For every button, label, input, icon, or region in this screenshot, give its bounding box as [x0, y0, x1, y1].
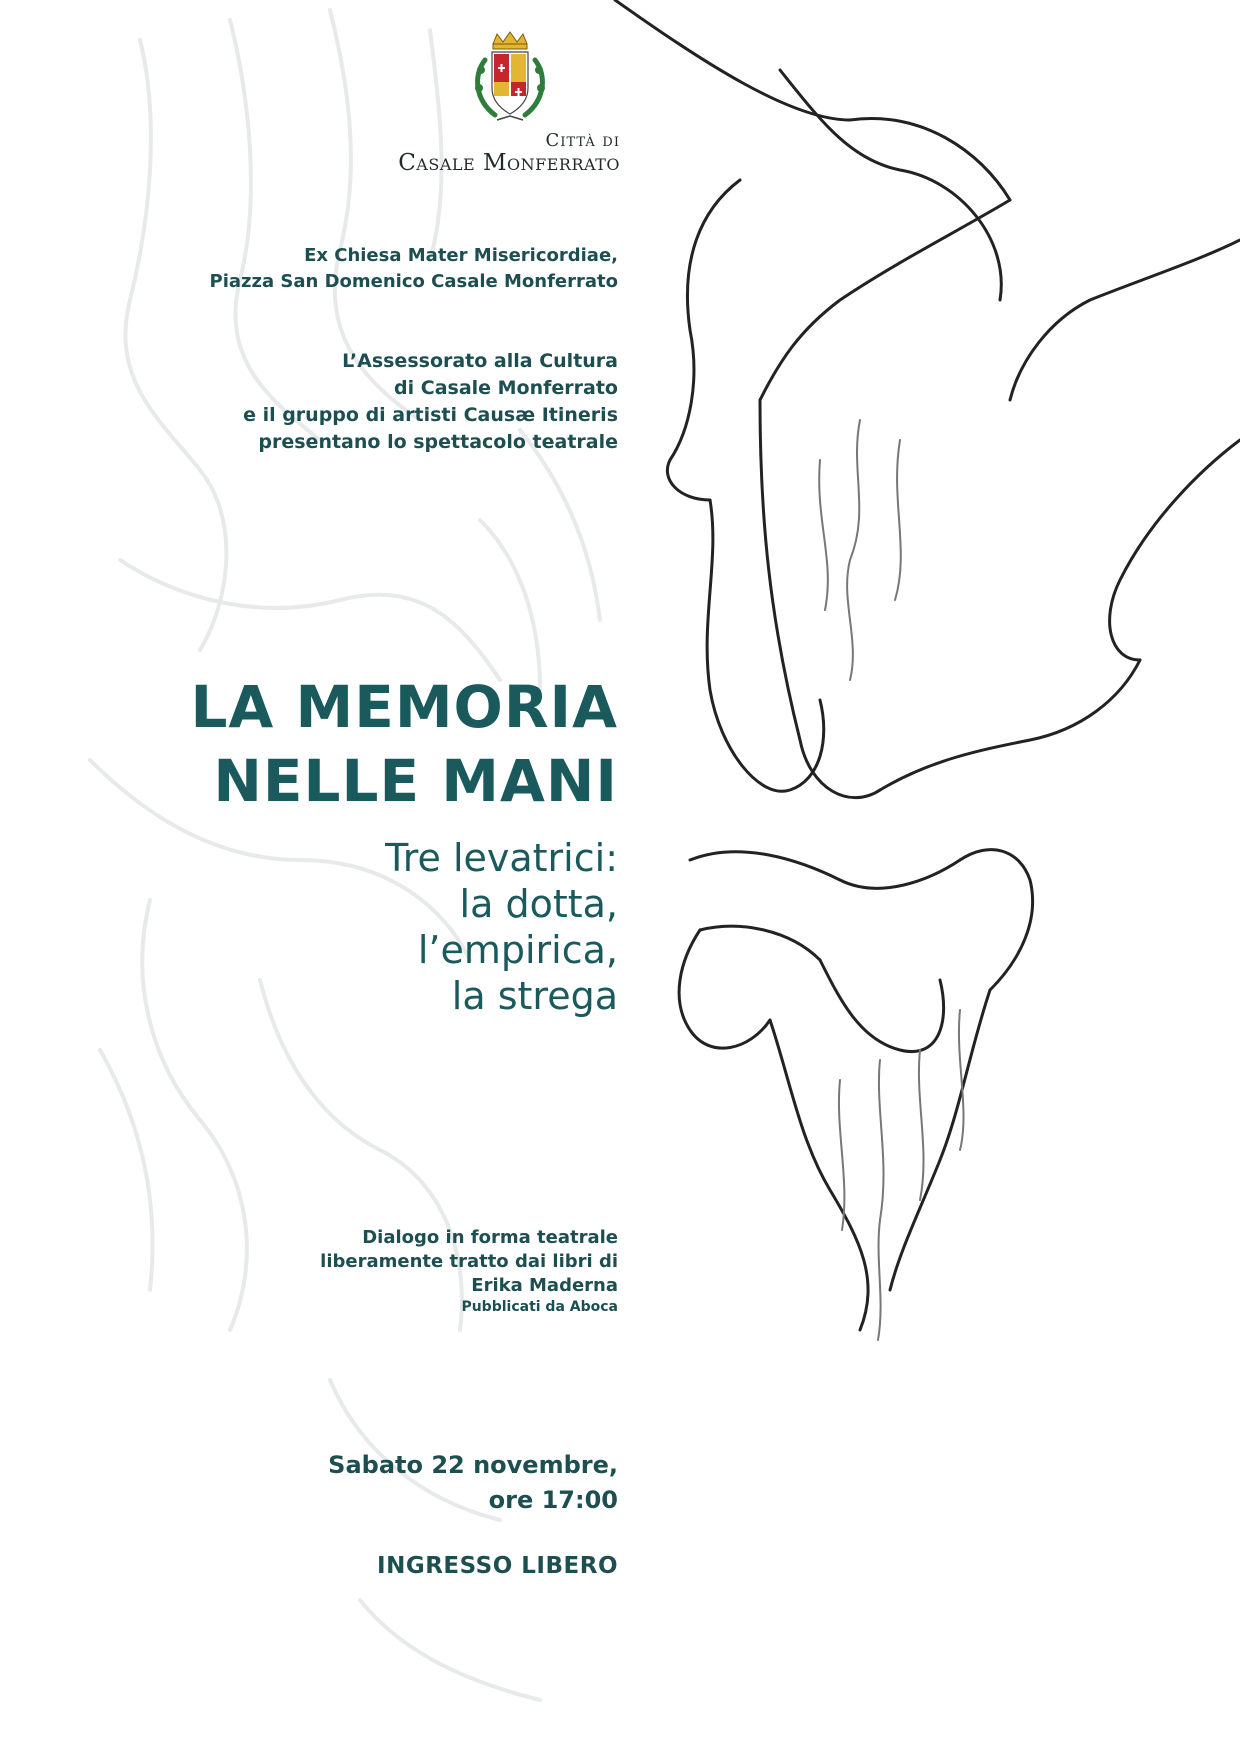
event-date: Sabato 22 novembre, — [328, 1451, 618, 1479]
publisher-note — [461, 1299, 618, 1315]
event-time: ore 17:00 — [488, 1486, 618, 1514]
city-line1: Città di — [545, 130, 620, 151]
subtitle-line4: la strega — [451, 974, 618, 1018]
entry-note — [377, 1553, 618, 1579]
city-label-top — [350, 130, 620, 151]
intro-block — [243, 348, 618, 456]
title-line1: LA MEMORIA — [190, 673, 618, 741]
subtitle-line1: Tre levatrici: — [385, 836, 618, 880]
event-datetime — [328, 1448, 618, 1518]
sketched-hands — [615, 0, 1240, 1330]
venue-line2: Piazza San Domenico Casale Monferrato — [209, 271, 618, 292]
title-line2: NELLE MANI — [213, 747, 618, 815]
subtitle-line2: la dotta, — [459, 882, 618, 926]
intro-line3: e il gruppo di artisti Causæ Itineris — [243, 404, 618, 426]
crest-icon — [455, 30, 565, 130]
venue-block — [210, 243, 619, 295]
show-title — [190, 670, 618, 818]
subtitle-line3: l’empirica, — [417, 928, 618, 972]
credits-line1: Dialogo in forma teatrale — [362, 1227, 618, 1248]
show-subtitle — [385, 835, 618, 1019]
city-label-main — [350, 150, 620, 176]
venue-line1: Ex Chiesa Mater Misericordiae, — [304, 245, 618, 266]
intro-line1: L’Assessorato alla Cultura — [342, 350, 618, 372]
credits-block — [320, 1226, 618, 1298]
city-line2: Casale Monferrato — [398, 150, 620, 176]
credits-line2: liberamente tratto dai libri di — [320, 1251, 618, 1272]
publisher-line: Pubblicati da Aboca — [461, 1299, 618, 1315]
entry-label: INGRESSO LIBERO — [377, 1553, 618, 1579]
credits-author: Erika Maderna — [471, 1275, 618, 1296]
intro-line4: presentano lo spettacolo teatrale — [258, 431, 618, 453]
intro-line2: di Casale Monferrato — [394, 377, 618, 399]
